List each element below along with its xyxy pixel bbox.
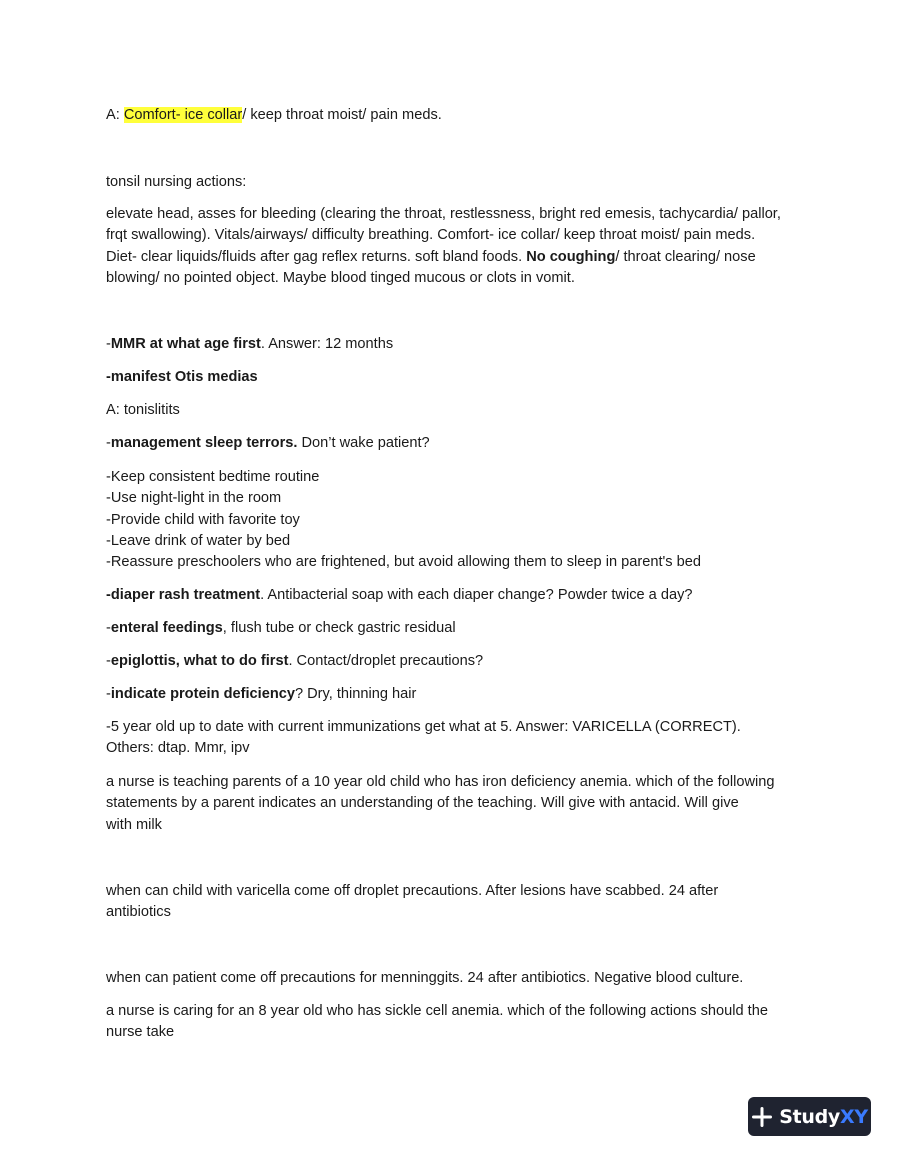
meningitis-question: when can patient come off precautions for menninggits. 24 after antibiotics. Negative blood culture. <box>106 970 744 986</box>
list-item: -Provide child with favorite toy <box>106 511 300 528</box>
sleep-terrors-list <box>106 467 806 573</box>
protein-deficiency-question: -indicate protein deficiency? Dry, thinning hair <box>106 686 417 702</box>
iron-deficiency-question: a nurse is teaching parents of a 10 year old child who has iron deficiency anemia. which of the following statements by a parent indicates an understanding of the teaching. Will give with antacid. Will give with milk <box>106 774 775 833</box>
mmr-question: -MMR at what age first. Answer: 12 months <box>106 336 394 352</box>
studyxy-logo[interactable] <box>748 1097 871 1136</box>
list-item: -Leave drink of water by bed <box>106 532 291 549</box>
answer-comfort: A: Comfort- ice collar/ keep throat moist/ pain meds. <box>106 107 442 123</box>
tonsil-paragraph: elevate head, asses for bleeding (clearing the throat, restlessness, bright red emesis, tachycardia/ pallor, frqt swallowing). Vitals/airways/ difficulty breathing. Comfort- ice collar/ keep throat moist/ pain meds. Diet- clear liquids/fluids after gag reflex returns. soft bland foods. No coughing/ throat clearing/ nose blowing/ no pointed object. Maybe blood tinged mucous or clots in vomit. <box>106 206 781 286</box>
otis-question: -manifest Otis medias <box>106 369 258 385</box>
sickle-cell-question: a nurse is caring for an 8 year old who has sickle cell anemia. which of the following actions should the nurse take <box>106 1003 768 1041</box>
varicella-question: when can child with varicella come off droplet precautions. After lesions have scabbed. 24 after antibiotics <box>106 883 719 921</box>
diaper-rash-question: -diaper rash treatment. Antibacterial soap with each diaper change? Powder twice a day? <box>106 587 693 603</box>
sleep-terrors-question: -management sleep terrors. Don’t wake patient? <box>106 435 430 451</box>
list-item: -Keep consistent bedtime routine <box>106 469 320 485</box>
immunization-question: -5 year old up to date with current immunizations get what at 5. Answer: VARICELLA (CORRECT). Others: dtap. Mmr, ipv <box>106 719 741 757</box>
plus-icon <box>751 1106 773 1128</box>
enteral-feedings-question: -enteral feedings, flush tube or check gastric residual <box>106 620 456 636</box>
epiglottis-question: -epiglottis, what to do first. Contact/droplet precautions? <box>106 653 484 669</box>
list-item: -Use night-light in the room <box>106 490 282 507</box>
logo-text: StudyXY <box>779 1105 868 1128</box>
tonsil-heading: tonsil nursing actions: <box>106 174 247 190</box>
list-item: -Reassure preschoolers who are frightened, but avoid allowing them to sleep in parent's bed <box>106 554 701 571</box>
otis-answer: A: tonislitits <box>106 402 180 418</box>
highlighted-text: Comfort- ice collar <box>123 107 243 123</box>
